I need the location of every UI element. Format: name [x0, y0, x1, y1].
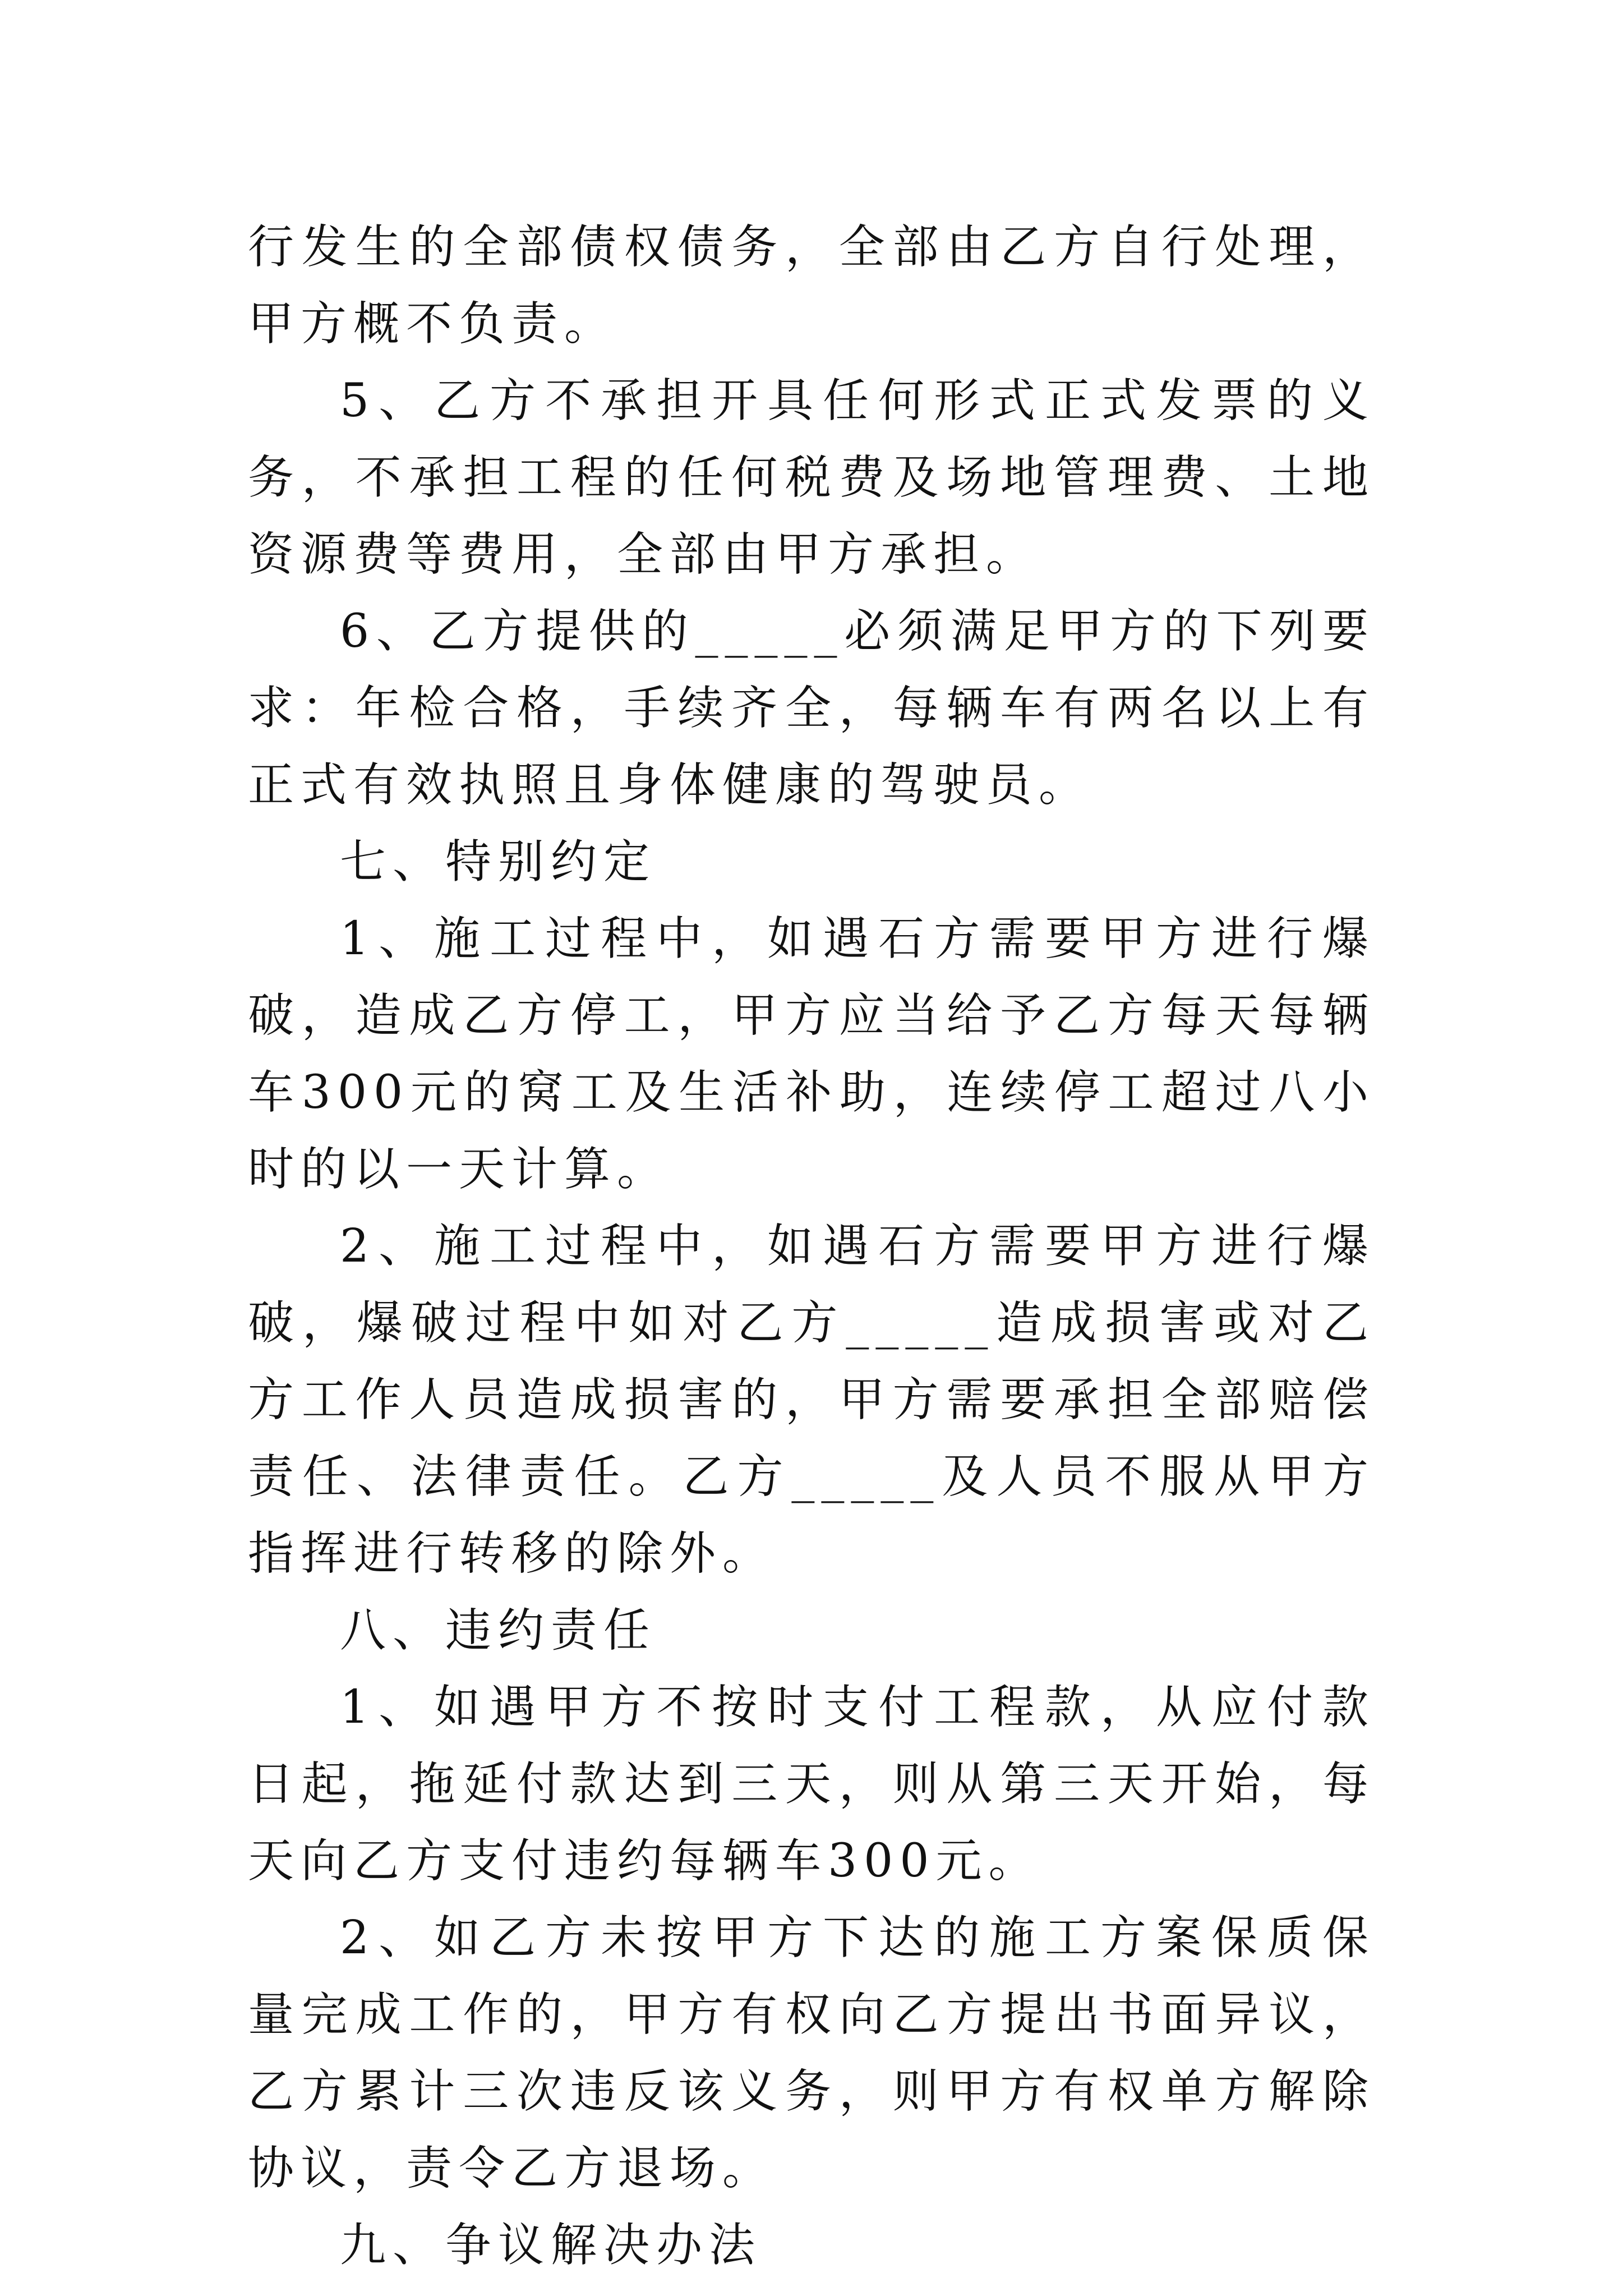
section-heading-dispute-resolution: 九、争议解决办法 — [340, 2219, 762, 2272]
paragraph-special-item-2: 2、施工过程中，如遇石方需要甲方进行爆破，爆破过程中如对乙方_____造成损害或对乙方工作人员造成损害的，甲方需要承担全部赔偿责任、法律责任。乙方_____及人员不服从甲方指挥进行转移的除外。 — [248, 1220, 1375, 1580]
paragraph-item-6: 6、乙方提供的_____必须满足甲方的下列要求：年检合格，手续齐全，每辆车有两名以上有正式有效执照且身体健康的驾驶员。 — [248, 605, 1375, 812]
document-body — [248, 209, 1375, 2284]
paragraph-breach-item-1: 1、如遇甲方不按时支付工程款，从应付款日起，拖延付款达到三天，则从第三天开始，每天向乙方支付违约每辆车300元。 — [248, 1681, 1375, 1888]
section-heading-special-agreement: 七、特别约定 — [340, 835, 657, 889]
paragraph-continuation: 行发生的全部债权债务，全部由乙方自行处理，甲方概不负责。 — [248, 220, 1375, 351]
paragraph-item-5: 5、乙方不承担开具任何形式正式发票的义务，不承担工程的任何税费及场地管理费、土地资源费等费用，全部由甲方承担。 — [248, 374, 1375, 581]
paragraph-special-item-1: 1、施工过程中，如遇石方需要甲方进行爆破，造成乙方停工，甲方应当给予乙方每天每辆车300元的窝工及生活补助，连续停工超过八小时的以一天计算。 — [248, 912, 1375, 1196]
paragraph-breach-item-2: 2、如乙方未按甲方下达的施工方案保质保量完成工作的，甲方有权向乙方提出书面异议，乙方累计三次违反该义务，则甲方有权单方解除协议，责令乙方退场。 — [248, 1911, 1375, 2195]
section-heading-breach-liability: 八、违约责任 — [340, 1604, 657, 1657]
